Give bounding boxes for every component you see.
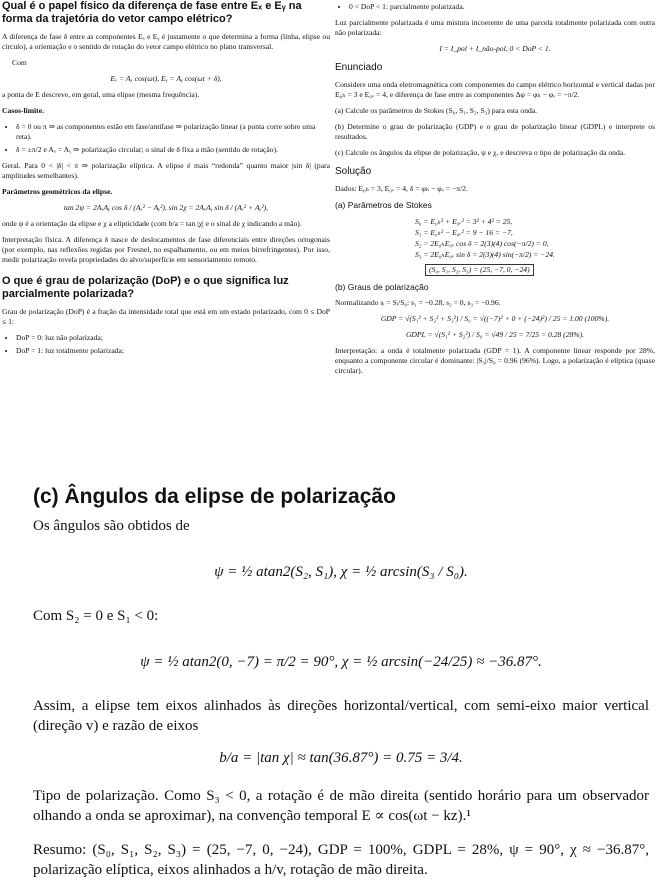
stokes-result-box: (S₀, S₁, S₂, S₃) = (25, −7, 0, −24) [425, 264, 534, 276]
interpretation-paragraph: Interpretação: a onda é totalmente polarizada (GDP = 1). A componente linear responde por 28%, enquanto a componente circular é dominante: |S₃|/S₀ = 0.96 (96%). Logo, a polarização é elíptica (quase circular). [335, 346, 655, 375]
angles-formula: ψ = ½ atan2(S₂, S₁), χ = ½ arcsin(S₃ / S₀). [214, 564, 468, 580]
geometry-paragraph: onde ψ é a orientação da elipse e χ a elipticidade (com b/a = tan |χ| e o sinal de χ indicando a mão). [2, 219, 302, 228]
left-column [2, 0, 330, 362]
s1-equation: S₁ = E₀ₕ² − E₀ᵥ² = 9 − 16 = −7, [415, 228, 513, 237]
degrees-heading: (b) Graus de polarização [335, 282, 429, 292]
angles-section [33, 484, 649, 880]
s3-equation: S₃ = 2E₀ₕE₀ᵥ sin δ = 2(3)(4) sin(−π/2) = −24. [415, 250, 555, 259]
physics-paragraph: Interpretação física. A diferença δ nasce de deslocamentos de fase diferenciais entre direções ortogonais (por exemplo, nas reflexões regidas por Fresnel, no espalhamento, ou em meios birrefringentes). Por isso, medir polarização revela propriedades do alvo/superfície em sensoriamento remoto. [2, 235, 330, 264]
s0-equation: S₀ = E₀ₕ² + E₀ᵥ² = 3² + 4² = 25, [415, 217, 513, 226]
ellipse-paragraph: a ponta de E descreve, em geral, uma elipse (mesma frequência). [2, 90, 200, 99]
question-c: (c) Calcule os ângulos da elipse de polarização, ψ e χ, e descreva o tipo de polarização da onda. [335, 148, 626, 157]
gdp-equation: GDP = √(S₁² + S₂² + S₃²) / S₀ = √((−7)² + 0 + (−24)²) / 25 = 1.00 (100%). [380, 314, 610, 323]
question-b: (b) Determine o grau de polarização (GDP) e o grau de polarização linear (GDPL) e interprete os resultados. [335, 122, 655, 141]
axis-ratio-equation: b/a = |tan χ| ≈ tan(36.87°) = 0.75 = 3/4. [219, 750, 463, 766]
dop-question-title: O que é grau de polarização (DoP) e o que significa luz parcialmente polarizada? [2, 275, 289, 300]
angles-intro: Os ângulos são obtidos de [33, 518, 190, 534]
axes-paragraph: Assim, a elipse tem eixos alinhados às direções horizontal/vertical, com semi-eixo maior vertical (direção v) e razão de eixos [33, 698, 649, 734]
general-paragraph: Geral. Para 0 < |δ| < π ⇒ polarização elíptica. A elipse é mais “redonda” quanto maior |sin δ| (para amplitudes semelhantes). [2, 161, 330, 180]
polarization-type-paragraph: Tipo de polarização. Como S₃ < 0, a rotação é de mão direita (sentido horário para um observador olhando a onda se aproximar), na convenção temporal E ∝ cos(ωt − kz).¹ [33, 788, 649, 824]
field-equations: Eₓ = Aₓ cos(ωt), Eᵧ = Aᵧ cos(ωt + δ), [110, 74, 222, 83]
angles-result: ψ = ½ atan2(0, −7) = π/2 = 90°, χ = ½ arcsin(−24/25) ≈ −36.87°. [140, 654, 542, 670]
dop-partial: • 0 < DoP < 1: parcialmente polarizada. [349, 2, 655, 12]
dop-one: • DoP = 1: luz totalmente polarizada; [16, 346, 330, 356]
enunciado-paragraph: Considere uma onda eletromagnética com componentes do campo elétrico horizontal e vertical dadas por E₀ₕ = 3 e E₀ᵥ = 4, e diferença de fase entre as componentes Δφ = φₕ − φᵥ = −π/2. [335, 80, 655, 99]
geometry-equations: tan 2ψ = 2AₓAᵧ cos δ / (Aₓ² − Aᵧ²), sin 2χ = 2AₓAᵧ sin δ / (Aₓ² + Aᵧ²), [63, 203, 269, 212]
dop-zero: • DoP = 0: luz não polarizada; [16, 333, 330, 343]
dados-line: Dados: E₀ₕ = 3, E₀ᵥ = 4, δ = φₕ − φᵥ = −π/2. [335, 184, 468, 193]
case-linear: • δ = 0 ou π ⇒ as componentes estão em fase/antifase ⇒ polarização linear (a ponta corre sobre uma reta). [16, 122, 330, 142]
intro-paragraph: A diferença de fase δ entre as componentes Eₓ e Eᵧ é justamente o que determina a forma (linha, elipse ou círculo), a orientação e o sentido de rotação do vetor campo elétrico no plano transversal. [2, 32, 330, 51]
right-column [335, 0, 655, 382]
intensity-equation: I = I_pol + I_não-pol, 0 < DoP < 1. [439, 44, 551, 53]
solucao-heading: Solução [335, 166, 372, 177]
dop-paragraph: Grau de polarização (DoP) é a fração da intensidade total que está em um estado polarizado, com 0 ≤ DoP ≤ 1: [2, 307, 330, 326]
summary-paragraph: Resumo: (S₀, S₁, S₂, S₃) = (25, −7, 0, −24), GDP = 100%, GDPL = 28%, ψ = 90°, χ ≈ −36.87°, polarização elíptica, eixos alinhados a h/v, rotação de mão direita. [33, 842, 649, 878]
question-title: Qual é o papel físico da diferença de fase entre Eₓ e Eᵧ na forma da trajetória do vetor campo elétrico? [2, 0, 302, 25]
angles-condition: Com S₂ = 0 e S₁ < 0: [33, 608, 159, 624]
stokes-heading: (a) Parâmetros de Stokes [335, 200, 432, 210]
stokes-box-wrap [335, 264, 655, 276]
dop-partial-list [335, 2, 655, 12]
com-label: Com [12, 58, 27, 67]
gdpl-equation: GDPL = √(S₁² + S₂²) / S₀ = √49 / 25 = 7/25 = 0.28 (28%). [405, 330, 585, 339]
question-a: (a) Calcule os parâmetros de Stokes (S₀, S₁, S₂, S₃) para esta onda. [335, 106, 538, 115]
partial-paragraph: Luz parcialmente polarizada é uma mistura incoerente de uma parcela totalmente polarizada com outra não polarizada: [335, 18, 655, 37]
dop-list [2, 333, 330, 356]
angles-heading: (c) Ângulos da elipse de polarização [33, 485, 396, 508]
case-circular: • δ = ±π/2 e Aₓ = Aᵧ ⇒ polarização circular; o sinal de δ fixa a mão (sentido de rotação). [16, 145, 330, 155]
s2-equation: S₂ = 2E₀ₕE₀ᵥ cos δ = 2(3)(4) cos(−π/2) = 0, [415, 239, 549, 248]
enunciado-heading: Enunciado [335, 62, 383, 73]
cases-heading: Casos-limite. [2, 106, 44, 115]
cases-list [2, 122, 330, 155]
geometry-heading: Parâmetros geométricos da elipse. [2, 187, 113, 196]
normalization-line: Normalizando sᵢ = Sᵢ/S₀: s₁ = −0.28, s₂ = 0, s₃ = −0.96. [335, 298, 501, 307]
